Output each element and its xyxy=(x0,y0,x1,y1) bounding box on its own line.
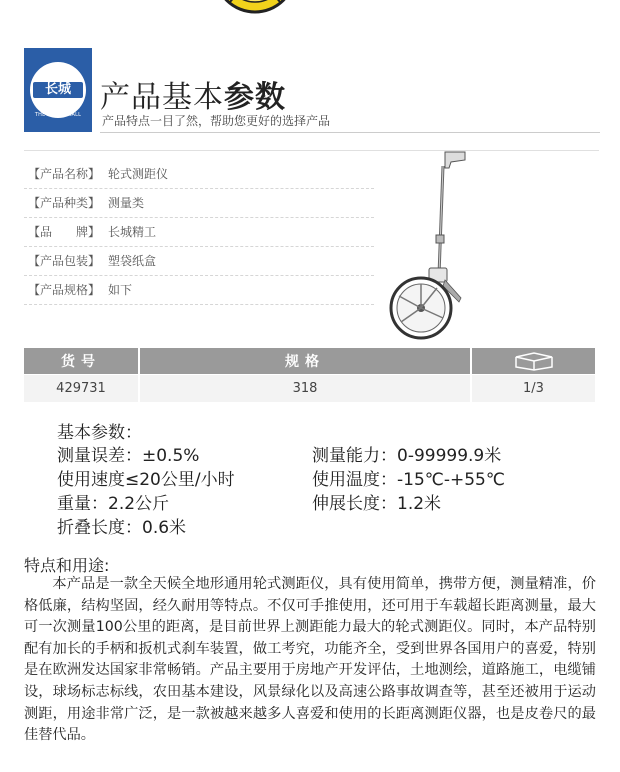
info-key: 【产品包装】 xyxy=(28,254,101,268)
section-header xyxy=(24,48,599,138)
table-cell xyxy=(472,375,595,402)
measuring-wheel-top-image xyxy=(210,0,300,20)
info-row-brand xyxy=(24,218,374,247)
features-body: 本产品是一款全天候全地形通用轮式测距仪，具有使用简单，携带方便，测量精准，价格低廉，结构坚固，经久耐用等特点。不仅可手推使用，还可用于车载超长距离测量，最大可一次测量100公里的距离，是目前世界上测距能力最大的轮式测距仪。同时，本产品特别配有加长的手柄和扳机式刹车装置，做工考究，功能齐全，受到世界各国用户的喜爱，特别是在欧洲发达国家非常畅销。产品主要用于房地产开发评估，土地测绘，道路施工，电缆铺设，球场标志标线，农田基本建设，风景绿化以及高速公路事故调查等，甚至还被用于运动测距，用途非常广泛，是一款被越来越多人喜爱和使用的长距离测距仪器，也是皮卷尺的最佳替代品。 xyxy=(24,576,596,744)
info-key: 【品 牌】 xyxy=(28,225,101,239)
param-item: 折叠长度：0.6米 xyxy=(57,518,187,538)
info-value: 测量类 xyxy=(108,196,145,210)
info-value: 长城精工 xyxy=(108,225,157,239)
info-row-category xyxy=(24,189,374,218)
param-item: 使用温度：-15℃-+55℃ xyxy=(312,470,505,490)
params-title: 基本参数： xyxy=(57,423,142,443)
title-bold: 参数 xyxy=(224,80,286,115)
brand-logo xyxy=(24,48,92,132)
logo-text: 长城 xyxy=(33,82,83,98)
info-key: 【产品规格】 xyxy=(28,283,101,297)
info-value: 如下 xyxy=(108,283,133,297)
info-key: 【产品种类】 xyxy=(28,196,101,210)
header-label-spec: 规格 xyxy=(285,354,325,370)
logo-subtext: THE GREAT WALL xyxy=(34,112,82,118)
table-header-row xyxy=(24,348,595,374)
table-header-cell xyxy=(472,348,595,374)
param-item: 使用速度≤20公里/小时 xyxy=(57,470,235,490)
table-row xyxy=(24,375,595,402)
title-plain: 产品基本 xyxy=(100,80,224,115)
spec-table xyxy=(24,348,595,402)
page-subtitle: 产品特点一目了然，帮助您更好的选择产品 xyxy=(102,114,331,128)
info-key: 【产品名称】 xyxy=(28,167,101,181)
info-row-name xyxy=(24,160,374,189)
header-divider xyxy=(100,132,600,133)
table-header-cell xyxy=(140,348,470,374)
page-title xyxy=(100,72,286,116)
param-item: 测量误差：±0.5% xyxy=(57,446,200,466)
cell-spec: 318 xyxy=(292,381,318,396)
divider xyxy=(24,150,599,151)
table-header-cell xyxy=(24,348,138,374)
info-row-packaging xyxy=(24,247,374,276)
package-box-icon xyxy=(512,351,556,371)
param-item: 测量能力：0-99999.9米 xyxy=(312,446,502,466)
param-item: 重量：2.2公斤 xyxy=(57,494,170,514)
header-label-item-no: 货号 xyxy=(61,354,101,370)
param-item: 伸展长度：1.2米 xyxy=(312,494,442,514)
info-value: 轮式测距仪 xyxy=(108,167,169,181)
info-row-spec xyxy=(24,276,374,305)
features-title: 特点和用途: xyxy=(24,556,110,575)
table-cell xyxy=(140,375,470,402)
measuring-wheel-product-image xyxy=(385,150,475,345)
cell-item-no: 429731 xyxy=(56,381,106,396)
cell-package: 1/3 xyxy=(523,381,544,396)
table-cell xyxy=(24,375,138,402)
product-info-list xyxy=(24,160,374,305)
info-value: 塑袋纸盒 xyxy=(108,254,157,268)
